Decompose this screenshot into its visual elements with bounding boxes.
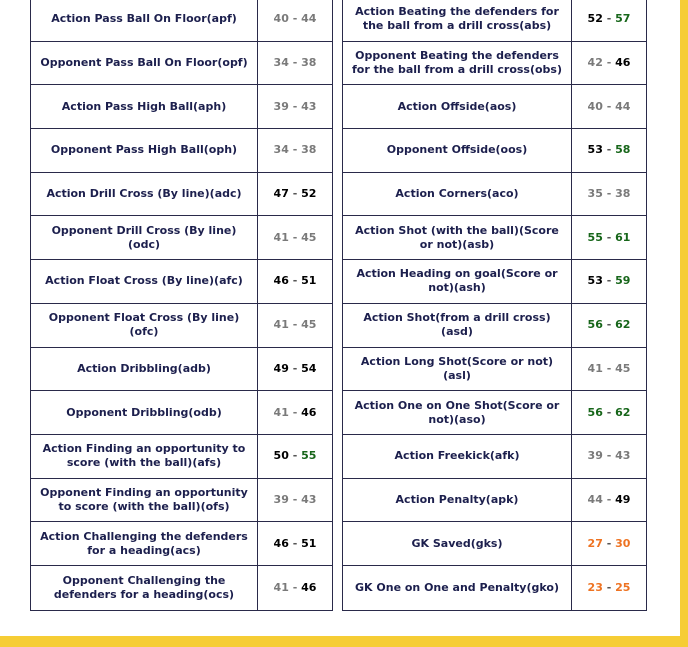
range-high: 45 [301, 318, 317, 332]
range-low: 27 [587, 536, 603, 550]
stat-range [258, 173, 332, 217]
range-high: 46 [615, 56, 631, 70]
stat-label: Opponent Finding an opportunity to score (with the ball)(ofs) [31, 479, 258, 523]
table-row [31, 129, 332, 173]
range-low: 52 [587, 12, 603, 26]
table-row [343, 391, 646, 435]
range-separator: - [606, 492, 612, 506]
range-low: 46 [273, 274, 289, 288]
range-high: 55 [301, 449, 317, 463]
range-separator: - [292, 536, 298, 550]
stat-range [258, 435, 332, 479]
stat-label: Action Offside(aos) [343, 85, 572, 129]
stat-range [572, 42, 646, 86]
table-row [343, 216, 646, 260]
range-separator: - [292, 361, 298, 375]
stat-range [572, 260, 646, 304]
stat-label: Action Beating the defenders for the ball from a drill cross(abs) [343, 0, 572, 42]
table-row [343, 479, 646, 523]
table-row [343, 85, 646, 129]
table-row [343, 0, 646, 42]
range-high: 45 [301, 230, 317, 244]
stat-range [572, 479, 646, 523]
stat-label: Opponent Challenging the defenders for a heading(ocs) [31, 566, 258, 610]
range-high: 43 [301, 492, 317, 506]
table-row [31, 566, 332, 610]
range-separator: - [292, 56, 298, 70]
range-high: 59 [615, 274, 631, 288]
range-separator: - [606, 536, 612, 550]
stat-range [258, 304, 332, 348]
stat-label: Opponent Dribbling(odb) [31, 391, 258, 435]
table-row [343, 129, 646, 173]
stat-label: Action Float Cross (By line)(afc) [31, 260, 258, 304]
stat-label: Action Challenging the defenders for a heading(acs) [31, 522, 258, 566]
left-stats-table [30, 0, 333, 611]
range-high: 62 [615, 405, 631, 419]
range-high: 38 [301, 143, 317, 157]
yellow-border-bottom [0, 636, 688, 647]
range-separator: - [292, 187, 298, 201]
stat-label: Opponent Beating the defenders for the ball from a drill cross(obs) [343, 42, 572, 86]
range-separator: - [292, 12, 298, 26]
range-low: 46 [273, 536, 289, 550]
table-row [343, 173, 646, 217]
stat-range [572, 435, 646, 479]
range-low: 41 [273, 230, 289, 244]
stat-range [258, 348, 332, 392]
range-low: 55 [587, 230, 603, 244]
stat-range [258, 42, 332, 86]
range-separator: - [292, 580, 298, 594]
right-stats-table [342, 0, 647, 611]
range-separator: - [606, 405, 612, 419]
table-row [31, 216, 332, 260]
range-separator: - [292, 492, 298, 506]
yellow-border-right [680, 0, 688, 647]
range-high: 57 [615, 12, 631, 26]
range-low: 39 [273, 99, 289, 113]
range-high: 38 [615, 187, 631, 201]
stat-label: Action Dribbling(adb) [31, 348, 258, 392]
range-high: 51 [301, 536, 317, 550]
stat-range [572, 391, 646, 435]
stat-range [572, 566, 646, 610]
range-low: 39 [587, 449, 603, 463]
range-high: 46 [301, 405, 317, 419]
stat-range [258, 566, 332, 610]
stat-range [258, 216, 332, 260]
range-high: 52 [301, 187, 317, 201]
stat-label: GK Saved(gks) [343, 522, 572, 566]
table-row [31, 304, 332, 348]
range-separator: - [292, 318, 298, 332]
stat-label: GK One on One and Penalty(gko) [343, 566, 572, 610]
stat-label: Opponent Offside(oos) [343, 129, 572, 173]
stat-range [572, 129, 646, 173]
stat-range [258, 391, 332, 435]
table-row [31, 522, 332, 566]
stat-label: Action Freekick(afk) [343, 435, 572, 479]
range-low: 42 [587, 56, 603, 70]
stat-label: Opponent Pass Ball On Floor(opf) [31, 42, 258, 86]
stat-label: Action Corners(aco) [343, 173, 572, 217]
table-row [343, 304, 646, 348]
range-separator: - [606, 230, 612, 244]
range-high: 46 [301, 580, 317, 594]
range-high: 54 [301, 361, 317, 375]
range-low: 40 [273, 12, 289, 26]
range-low: 53 [587, 143, 603, 157]
range-high: 43 [301, 99, 317, 113]
range-separator: - [606, 580, 612, 594]
range-low: 50 [273, 449, 289, 463]
stat-label: Action Pass High Ball(aph) [31, 85, 258, 129]
stat-label: Action Finding an opportunity to score (with the ball)(afs) [31, 435, 258, 479]
stat-label: Opponent Pass High Ball(oph) [31, 129, 258, 173]
range-separator: - [292, 449, 298, 463]
stat-label: Action Shot(from a drill cross)(asd) [343, 304, 572, 348]
range-low: 40 [587, 99, 603, 113]
range-low: 41 [587, 361, 603, 375]
stat-label: Action Drill Cross (By line)(adc) [31, 173, 258, 217]
range-high: 51 [301, 274, 317, 288]
range-separator: - [606, 143, 612, 157]
table-row [343, 260, 646, 304]
range-low: 56 [587, 405, 603, 419]
table-row [31, 479, 332, 523]
range-high: 49 [615, 492, 631, 506]
stat-label: Action Penalty(apk) [343, 479, 572, 523]
range-high: 43 [615, 449, 631, 463]
stat-range [258, 85, 332, 129]
table-row [31, 85, 332, 129]
range-low: 39 [273, 492, 289, 506]
table-row [343, 42, 646, 86]
range-low: 53 [587, 274, 603, 288]
range-separator: - [606, 12, 612, 26]
range-low: 34 [273, 56, 289, 70]
table-row [343, 435, 646, 479]
stat-range [572, 0, 646, 42]
stat-label: Action Shot (with the ball)(Score or not)(asb) [343, 216, 572, 260]
stat-range [258, 522, 332, 566]
table-row [31, 391, 332, 435]
stat-range [258, 479, 332, 523]
table-row [31, 0, 332, 42]
range-separator: - [292, 230, 298, 244]
range-separator: - [292, 274, 298, 288]
table-row [31, 348, 332, 392]
range-low: 41 [273, 318, 289, 332]
range-low: 49 [273, 361, 289, 375]
table-row [31, 435, 332, 479]
range-high: 61 [615, 230, 631, 244]
range-high: 30 [615, 536, 631, 550]
range-high: 45 [615, 361, 631, 375]
stat-range [258, 129, 332, 173]
stat-label: Action Heading on goal(Score or not)(ash) [343, 260, 572, 304]
stat-label: Action Pass Ball On Floor(apf) [31, 0, 258, 42]
range-high: 44 [301, 12, 317, 26]
stat-label: Action One on One Shot(Score or not)(aso) [343, 391, 572, 435]
range-separator: - [292, 143, 298, 157]
stat-range [258, 0, 332, 42]
table-row [31, 42, 332, 86]
range-low: 56 [587, 318, 603, 332]
stat-label: Opponent Float Cross (By line)(ofc) [31, 304, 258, 348]
range-low: 41 [273, 405, 289, 419]
range-separator: - [292, 99, 298, 113]
range-separator: - [606, 318, 612, 332]
range-separator: - [606, 449, 612, 463]
range-high: 25 [615, 580, 631, 594]
stat-label: Action Long Shot(Score or not)(asl) [343, 348, 572, 392]
range-high: 58 [615, 143, 631, 157]
table-row [343, 522, 646, 566]
range-separator: - [606, 99, 612, 113]
range-low: 44 [587, 492, 603, 506]
range-low: 23 [587, 580, 603, 594]
range-high: 38 [301, 56, 317, 70]
range-separator: - [606, 361, 612, 375]
range-low: 41 [273, 580, 289, 594]
stat-range [572, 348, 646, 392]
range-low: 34 [273, 143, 289, 157]
stat-range [572, 304, 646, 348]
table-row [343, 566, 646, 610]
range-separator: - [292, 405, 298, 419]
range-separator: - [606, 56, 612, 70]
table-row [31, 260, 332, 304]
stat-range [258, 260, 332, 304]
range-separator: - [606, 187, 612, 201]
range-low: 47 [273, 187, 289, 201]
table-row [343, 348, 646, 392]
stat-range [572, 173, 646, 217]
range-high: 62 [615, 318, 631, 332]
range-high: 44 [615, 99, 631, 113]
table-row [31, 173, 332, 217]
stat-range [572, 522, 646, 566]
stat-range [572, 216, 646, 260]
stat-range [572, 85, 646, 129]
stat-label: Opponent Drill Cross (By line)(odc) [31, 216, 258, 260]
range-separator: - [606, 274, 612, 288]
range-low: 35 [587, 187, 603, 201]
